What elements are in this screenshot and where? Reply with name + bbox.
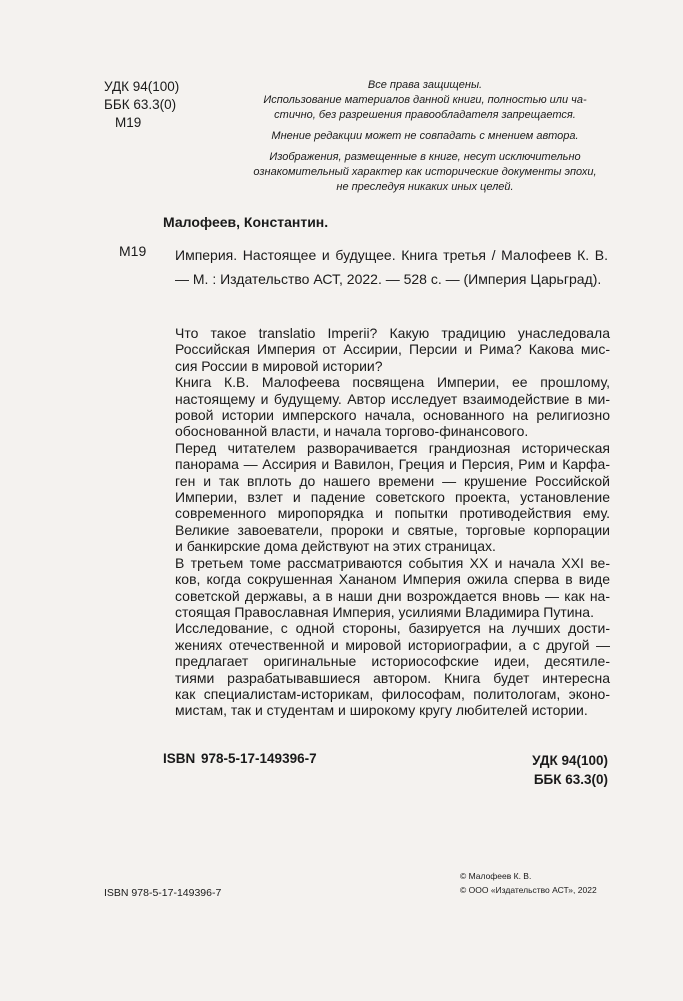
rights-paragraph-3: Изображения, размещенные в книге, несут исключительно ознакомительный характер как исторические документы эпохи, не преследуя никаких иных целей. [253, 151, 597, 193]
author-code: М19 [115, 115, 142, 130]
footer-udk: УДК 94(100) [532, 753, 608, 768]
annotation-line: ген и так вплоть до нашего времени — крушение Российской [175, 472, 610, 489]
isbn-small: ISBN 978-5-17-149396-7 [104, 887, 222, 899]
annotation-line: Что такое translatio Imperii? Какую традицию унаследовала [175, 325, 610, 341]
rights-notice [250, 78, 600, 201]
rights-paragraph-2: Мнение редакции может не совпадать с мнением автора. [271, 130, 579, 142]
annotation-line: и банкирские дома действуют на этих страницах. [175, 538, 496, 555]
annotation-paragraph [163, 440, 610, 555]
annotation-paragraph [163, 325, 610, 374]
bibliography-code: М19 [119, 243, 147, 259]
annotation-line: предлагает оригинальные историософские идеи, десятиле- [175, 653, 610, 670]
copyright-block [460, 869, 597, 897]
author-heading: Малофеев, Константин. [163, 214, 329, 230]
annotation-line: Перед читателем разворачивается грандиозная историческая [175, 439, 610, 456]
bibliography-description: Империя. Настоящее и будущее. Книга третья / Малофеев К. В. — М. : Издательство АСТ, 2022. — 528 с. — (Империя Царьград). [175, 247, 608, 287]
isbn-main: ISBN 978-5-17-149396-7 [163, 751, 317, 766]
udk-code: УДК 94(100) [104, 79, 180, 94]
annotation-paragraph [163, 555, 610, 621]
annotation-line: Великие завоеватели, пророки и святые, торговые корпорации [175, 521, 610, 538]
annotation-line: настоящему и будущему. Автор исследует взаимодействие в ми- [175, 390, 610, 407]
rights-paragraph-1: Все права защищены. Использование материалов данной книги, полностью или ча- стично, без разрешения правообладателя запрещается. [263, 79, 587, 121]
annotation-line: советской державы, а в наши дни возрождается вновь — как на- [175, 587, 610, 604]
annotation-line: как специалистам-историкам, философам, политологам, эконо- [175, 685, 610, 702]
copyright-author: © Малофеев К. В. [460, 871, 532, 881]
annotation-line: Российская Империя от Ассирии, Персии и Рима? Какова мис- [175, 341, 610, 358]
annotation-line: Исследование, с одной стороны, базируется на лучших дости- [175, 620, 610, 637]
annotation-line: панорама — Ассирия и Вавилон, Греция и Персия, Рим и Карфа- [175, 456, 610, 473]
annotation-paragraph [163, 374, 610, 440]
annotation-line: обоснованной власти, и начала торгово-финансового. [175, 423, 529, 440]
annotation-line: ков, когда сокрушенная Хананом Империя ожила сперва в виде [175, 571, 610, 588]
annotation-line: ровой истории имперского начала, основанного на религиозно [175, 407, 610, 424]
footer-classification [480, 751, 608, 789]
copyright-publisher: © ООО «Издательство АСТ», 2022 [460, 885, 597, 895]
bbk-code: ББК 63.3(0) [104, 97, 177, 112]
annotation-line: жениях отечественной и мировой историографии, а с другой — [175, 636, 610, 653]
footer-bbk: ББК 63.3(0) [533, 772, 608, 787]
annotation-line: современного миропорядка и попытки противодействия ему. [175, 505, 610, 522]
annotation-line: мистам, так и студентам и широкому кругу любителей истории. [175, 702, 588, 719]
annotation-line: Книга К.В. Малофеева посвящена Империи, ее прошлому, [175, 374, 610, 391]
annotation-line: сия России в мировой истории? [175, 357, 383, 374]
annotation-line: стоящая Православная Империя, усилиями Владимира Путина. [175, 603, 594, 620]
annotation-line: В третьем томе рассматриваются события XX и начала XXI ве- [175, 554, 610, 571]
classification-codes [104, 78, 179, 132]
annotation-line: тиями разрабатывавшиеся автором. Книга будет интересна [175, 669, 610, 686]
annotation-line: Империи, взлет и падение советского проекта, установление [175, 489, 610, 506]
annotation-paragraph [163, 620, 610, 718]
annotation [163, 325, 610, 719]
